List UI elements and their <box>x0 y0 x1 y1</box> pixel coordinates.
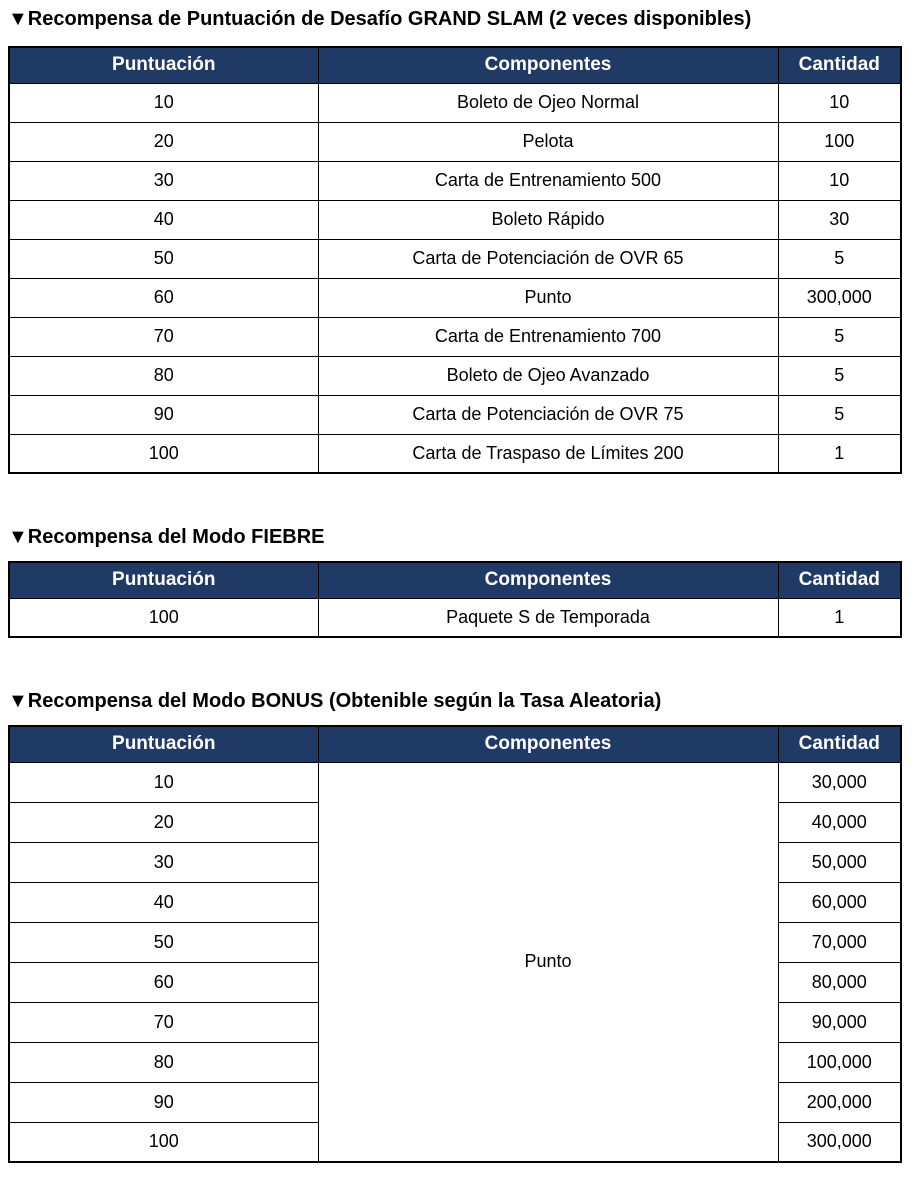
cell-puntuacion: 30 <box>9 842 318 882</box>
cell-puntuacion: 70 <box>9 317 318 356</box>
table-row <box>9 762 901 802</box>
cell-cantidad: 1 <box>778 434 901 473</box>
cell-componentes: Carta de Potenciación de OVR 75 <box>318 395 778 434</box>
cell-puntuacion: 70 <box>9 1002 318 1042</box>
column-header-componentes: Componentes <box>318 562 778 598</box>
grand-slam-reward-table <box>8 46 902 474</box>
cell-cantidad: 10 <box>778 161 901 200</box>
cell-componentes: Carta de Traspaso de Límites 200 <box>318 434 778 473</box>
cell-componentes: Pelota <box>318 122 778 161</box>
cell-puntuacion: 90 <box>9 395 318 434</box>
column-header-componentes: Componentes <box>318 726 778 762</box>
column-header-puntuacion: Puntuación <box>9 726 318 762</box>
cell-cantidad: 1 <box>778 598 901 637</box>
cell-cantidad: 40,000 <box>778 802 901 842</box>
table-row <box>9 278 901 317</box>
table-row <box>9 161 901 200</box>
cell-puntuacion: 100 <box>9 1122 318 1162</box>
cell-puntuacion: 50 <box>9 239 318 278</box>
table-header-row <box>9 47 901 83</box>
cell-puntuacion: 20 <box>9 802 318 842</box>
cell-cantidad: 100 <box>778 122 901 161</box>
cell-puntuacion: 60 <box>9 962 318 1002</box>
table-row <box>9 598 901 637</box>
table-row <box>9 395 901 434</box>
fiebre-reward-table <box>8 561 902 638</box>
cell-componentes: Punto <box>318 278 778 317</box>
cell-puntuacion: 60 <box>9 278 318 317</box>
cell-componentes: Boleto de Ojeo Normal <box>318 83 778 122</box>
cell-componentes: Boleto de Ojeo Avanzado <box>318 356 778 395</box>
cell-puntuacion: 100 <box>9 598 318 637</box>
column-header-puntuacion: Puntuación <box>9 562 318 598</box>
column-header-componentes: Componentes <box>318 47 778 83</box>
table-row <box>9 200 901 239</box>
cell-cantidad: 90,000 <box>778 1002 901 1042</box>
cell-componentes: Carta de Entrenamiento 700 <box>318 317 778 356</box>
cell-puntuacion: 80 <box>9 1042 318 1082</box>
cell-puntuacion: 50 <box>9 922 318 962</box>
cell-componentes: Carta de Entrenamiento 500 <box>318 161 778 200</box>
cell-cantidad: 200,000 <box>778 1082 901 1122</box>
table-header-row <box>9 726 901 762</box>
column-header-cantidad: Cantidad <box>778 47 901 83</box>
cell-componentes: Carta de Potenciación de OVR 65 <box>318 239 778 278</box>
cell-cantidad: 70,000 <box>778 922 901 962</box>
cell-puntuacion: 20 <box>9 122 318 161</box>
table-row <box>9 356 901 395</box>
cell-cantidad: 50,000 <box>778 842 901 882</box>
section-title-grand-slam: ▼Recompensa de Puntuación de Desafío GRAND SLAM (2 veces disponibles) <box>8 8 752 30</box>
column-header-cantidad: Cantidad <box>778 726 901 762</box>
cell-puntuacion: 30 <box>9 161 318 200</box>
cell-puntuacion: 40 <box>9 200 318 239</box>
cell-cantidad: 5 <box>778 239 901 278</box>
cell-cantidad: 30,000 <box>778 762 901 802</box>
cell-cantidad: 100,000 <box>778 1042 901 1082</box>
cell-cantidad: 300,000 <box>778 1122 901 1162</box>
cell-puntuacion: 40 <box>9 882 318 922</box>
table-row <box>9 434 901 473</box>
cell-componentes: Paquete S de Temporada <box>318 598 778 637</box>
cell-puntuacion: 100 <box>9 434 318 473</box>
table-row <box>9 122 901 161</box>
cell-cantidad: 5 <box>778 395 901 434</box>
table-row <box>9 83 901 122</box>
cell-componentes: Boleto Rápido <box>318 200 778 239</box>
cell-cantidad: 30 <box>778 200 901 239</box>
table-header-row <box>9 562 901 598</box>
bonus-reward-table <box>8 725 902 1163</box>
cell-puntuacion: 90 <box>9 1082 318 1122</box>
table-row <box>9 239 901 278</box>
column-header-puntuacion: Puntuación <box>9 47 318 83</box>
cell-cantidad: 80,000 <box>778 962 901 1002</box>
column-header-cantidad: Cantidad <box>778 562 901 598</box>
cell-componentes-merged: Punto <box>318 762 778 1162</box>
cell-cantidad: 300,000 <box>778 278 901 317</box>
cell-cantidad: 5 <box>778 317 901 356</box>
cell-cantidad: 5 <box>778 356 901 395</box>
cell-cantidad: 10 <box>778 83 901 122</box>
cell-puntuacion: 10 <box>9 762 318 802</box>
table-row <box>9 317 901 356</box>
section-title-bonus: ▼Recompensa del Modo BONUS (Obtenible según la Tasa Aleatoria) <box>8 690 662 712</box>
cell-puntuacion: 80 <box>9 356 318 395</box>
section-title-fiebre: ▼Recompensa del Modo FIEBRE <box>8 526 325 548</box>
cell-cantidad: 60,000 <box>778 882 901 922</box>
cell-puntuacion: 10 <box>9 83 318 122</box>
